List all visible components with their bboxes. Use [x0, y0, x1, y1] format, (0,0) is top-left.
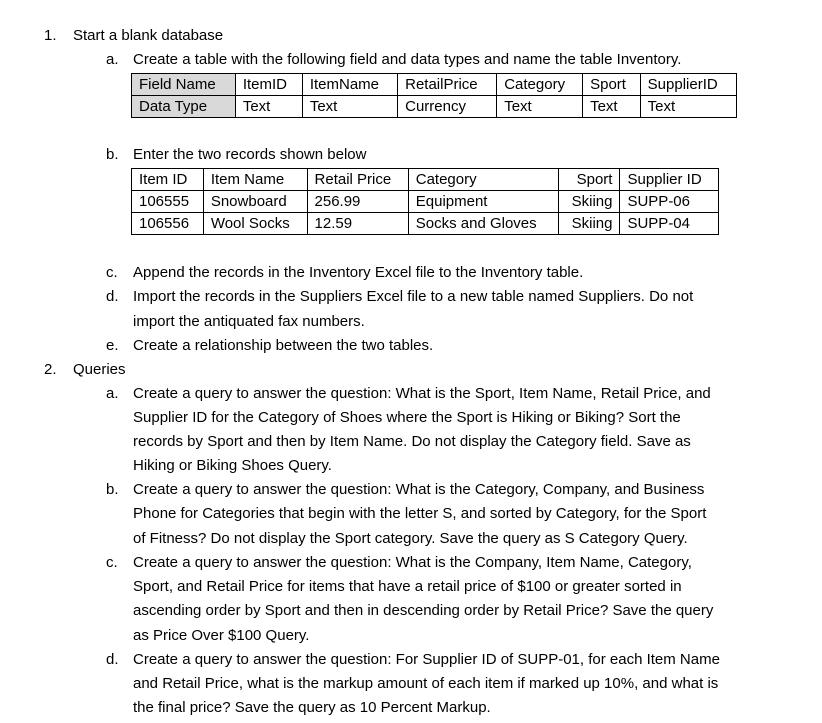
item-2a-line: Supplier ID for the Category of Shoes where the Sport is Hiking or Biking? Sort the	[133, 409, 681, 426]
table-row	[132, 96, 737, 118]
table-cell: Currency	[398, 96, 497, 118]
table-header-cell: Retail Price	[307, 169, 408, 191]
table-cell: Wool Socks	[203, 213, 307, 235]
table-cell: ItemName	[302, 74, 397, 96]
table-cell: Field Name	[132, 74, 236, 96]
table-cell: Text	[497, 96, 583, 118]
table-row	[132, 213, 719, 235]
section-1-number: 1.	[44, 27, 57, 44]
table-header-cell: Item Name	[203, 169, 307, 191]
item-1b-letter: b.	[106, 146, 119, 163]
item-2c-line: as Price Over $100 Query.	[133, 627, 310, 644]
item-1b-text: Enter the two records shown below	[133, 146, 367, 163]
item-2a-line: records by Sport and then by Item Name. Do not display the Category field. Save as	[133, 433, 691, 450]
item-1c-letter: c.	[106, 264, 118, 281]
table-cell: Text	[583, 96, 641, 118]
item-1d-line: Import the records in the Suppliers Excel file to a new table named Suppliers. Do not	[133, 288, 694, 305]
table-cell: Data Type	[132, 96, 236, 118]
table-header-cell: Category	[408, 169, 558, 191]
table-header-cell: Supplier ID	[620, 169, 719, 191]
table-cell: 106555	[132, 191, 204, 213]
records-table	[131, 168, 719, 235]
item-2a-line: Hiking or Biking Shoes Query.	[133, 457, 332, 474]
table-header-cell: Sport	[558, 169, 620, 191]
item-2b-line: of Fitness? Do not display the Sport category. Save the query as S Category Query.	[133, 530, 688, 547]
table-cell: Equipment	[408, 191, 558, 213]
table-cell: ItemID	[235, 74, 302, 96]
item-1d-line: import the antiquated fax numbers.	[133, 313, 365, 330]
table-header-row	[132, 169, 719, 191]
table-row	[132, 191, 719, 213]
item-2c-letter: c.	[106, 554, 118, 571]
item-1d-letter: d.	[106, 288, 119, 305]
table-cell: Text	[302, 96, 397, 118]
item-2d-letter: d.	[106, 651, 119, 668]
table-cell: Snowboard	[203, 191, 307, 213]
table-cell: 106556	[132, 213, 204, 235]
item-2d-line: Create a query to answer the question: For Supplier ID of SUPP-01, for each Item Name	[133, 651, 720, 668]
table-cell: Skiing	[558, 191, 620, 213]
item-2c-line: ascending order by Sport and then in descending order by Retail Price? Save the query	[133, 602, 714, 619]
item-2b-line: Phone for Categories that begin with the letter S, and sorted by Category, for the Sport	[133, 505, 707, 522]
table-cell: SupplierID	[640, 74, 736, 96]
item-1e-letter: e.	[106, 337, 119, 354]
item-2a-letter: a.	[106, 385, 119, 402]
section-2-title: Queries	[73, 361, 126, 378]
table-cell: Text	[640, 96, 736, 118]
item-1c-text: Append the records in the Inventory Excel file to the Inventory table.	[133, 264, 584, 281]
section-1-title: Start a blank database	[73, 27, 224, 44]
item-2b-letter: b.	[106, 481, 119, 498]
table-cell: 256.99	[307, 191, 408, 213]
table-row	[132, 74, 737, 96]
item-1e-text: Create a relationship between the two tables.	[133, 337, 434, 354]
table-cell: 12.59	[307, 213, 408, 235]
item-2c-line: Create a query to answer the question: What is the Company, Item Name, Category,	[133, 554, 692, 571]
section-2-number: 2.	[44, 361, 57, 378]
table-cell: RetailPrice	[398, 74, 497, 96]
field-types-table	[131, 73, 737, 118]
item-1a-text: Create a table with the following field and data types and name the table Inventory.	[133, 51, 682, 68]
item-2d-line: the final price? Save the query as 10 Percent Markup.	[133, 699, 491, 716]
table-cell: Category	[497, 74, 583, 96]
item-1a-letter: a.	[106, 51, 119, 68]
item-2a-line: Create a query to answer the question: What is the Sport, Item Name, Retail Price, and	[133, 385, 711, 402]
table-cell: SUPP-04	[620, 213, 719, 235]
table-header-cell: Item ID	[132, 169, 204, 191]
table-cell: SUPP-06	[620, 191, 719, 213]
table-cell: Text	[235, 96, 302, 118]
table-cell: Socks and Gloves	[408, 213, 558, 235]
item-2c-line: Sport, and Retail Price for items that have a retail price of $100 or greater sorted in	[133, 578, 682, 595]
table-cell: Skiing	[558, 213, 620, 235]
item-2d-line: and Retail Price, what is the markup amount of each item if marked up 10%, and what is	[133, 675, 719, 692]
item-2b-line: Create a query to answer the question: What is the Category, Company, and Business	[133, 481, 705, 498]
table-cell: Sport	[583, 74, 641, 96]
